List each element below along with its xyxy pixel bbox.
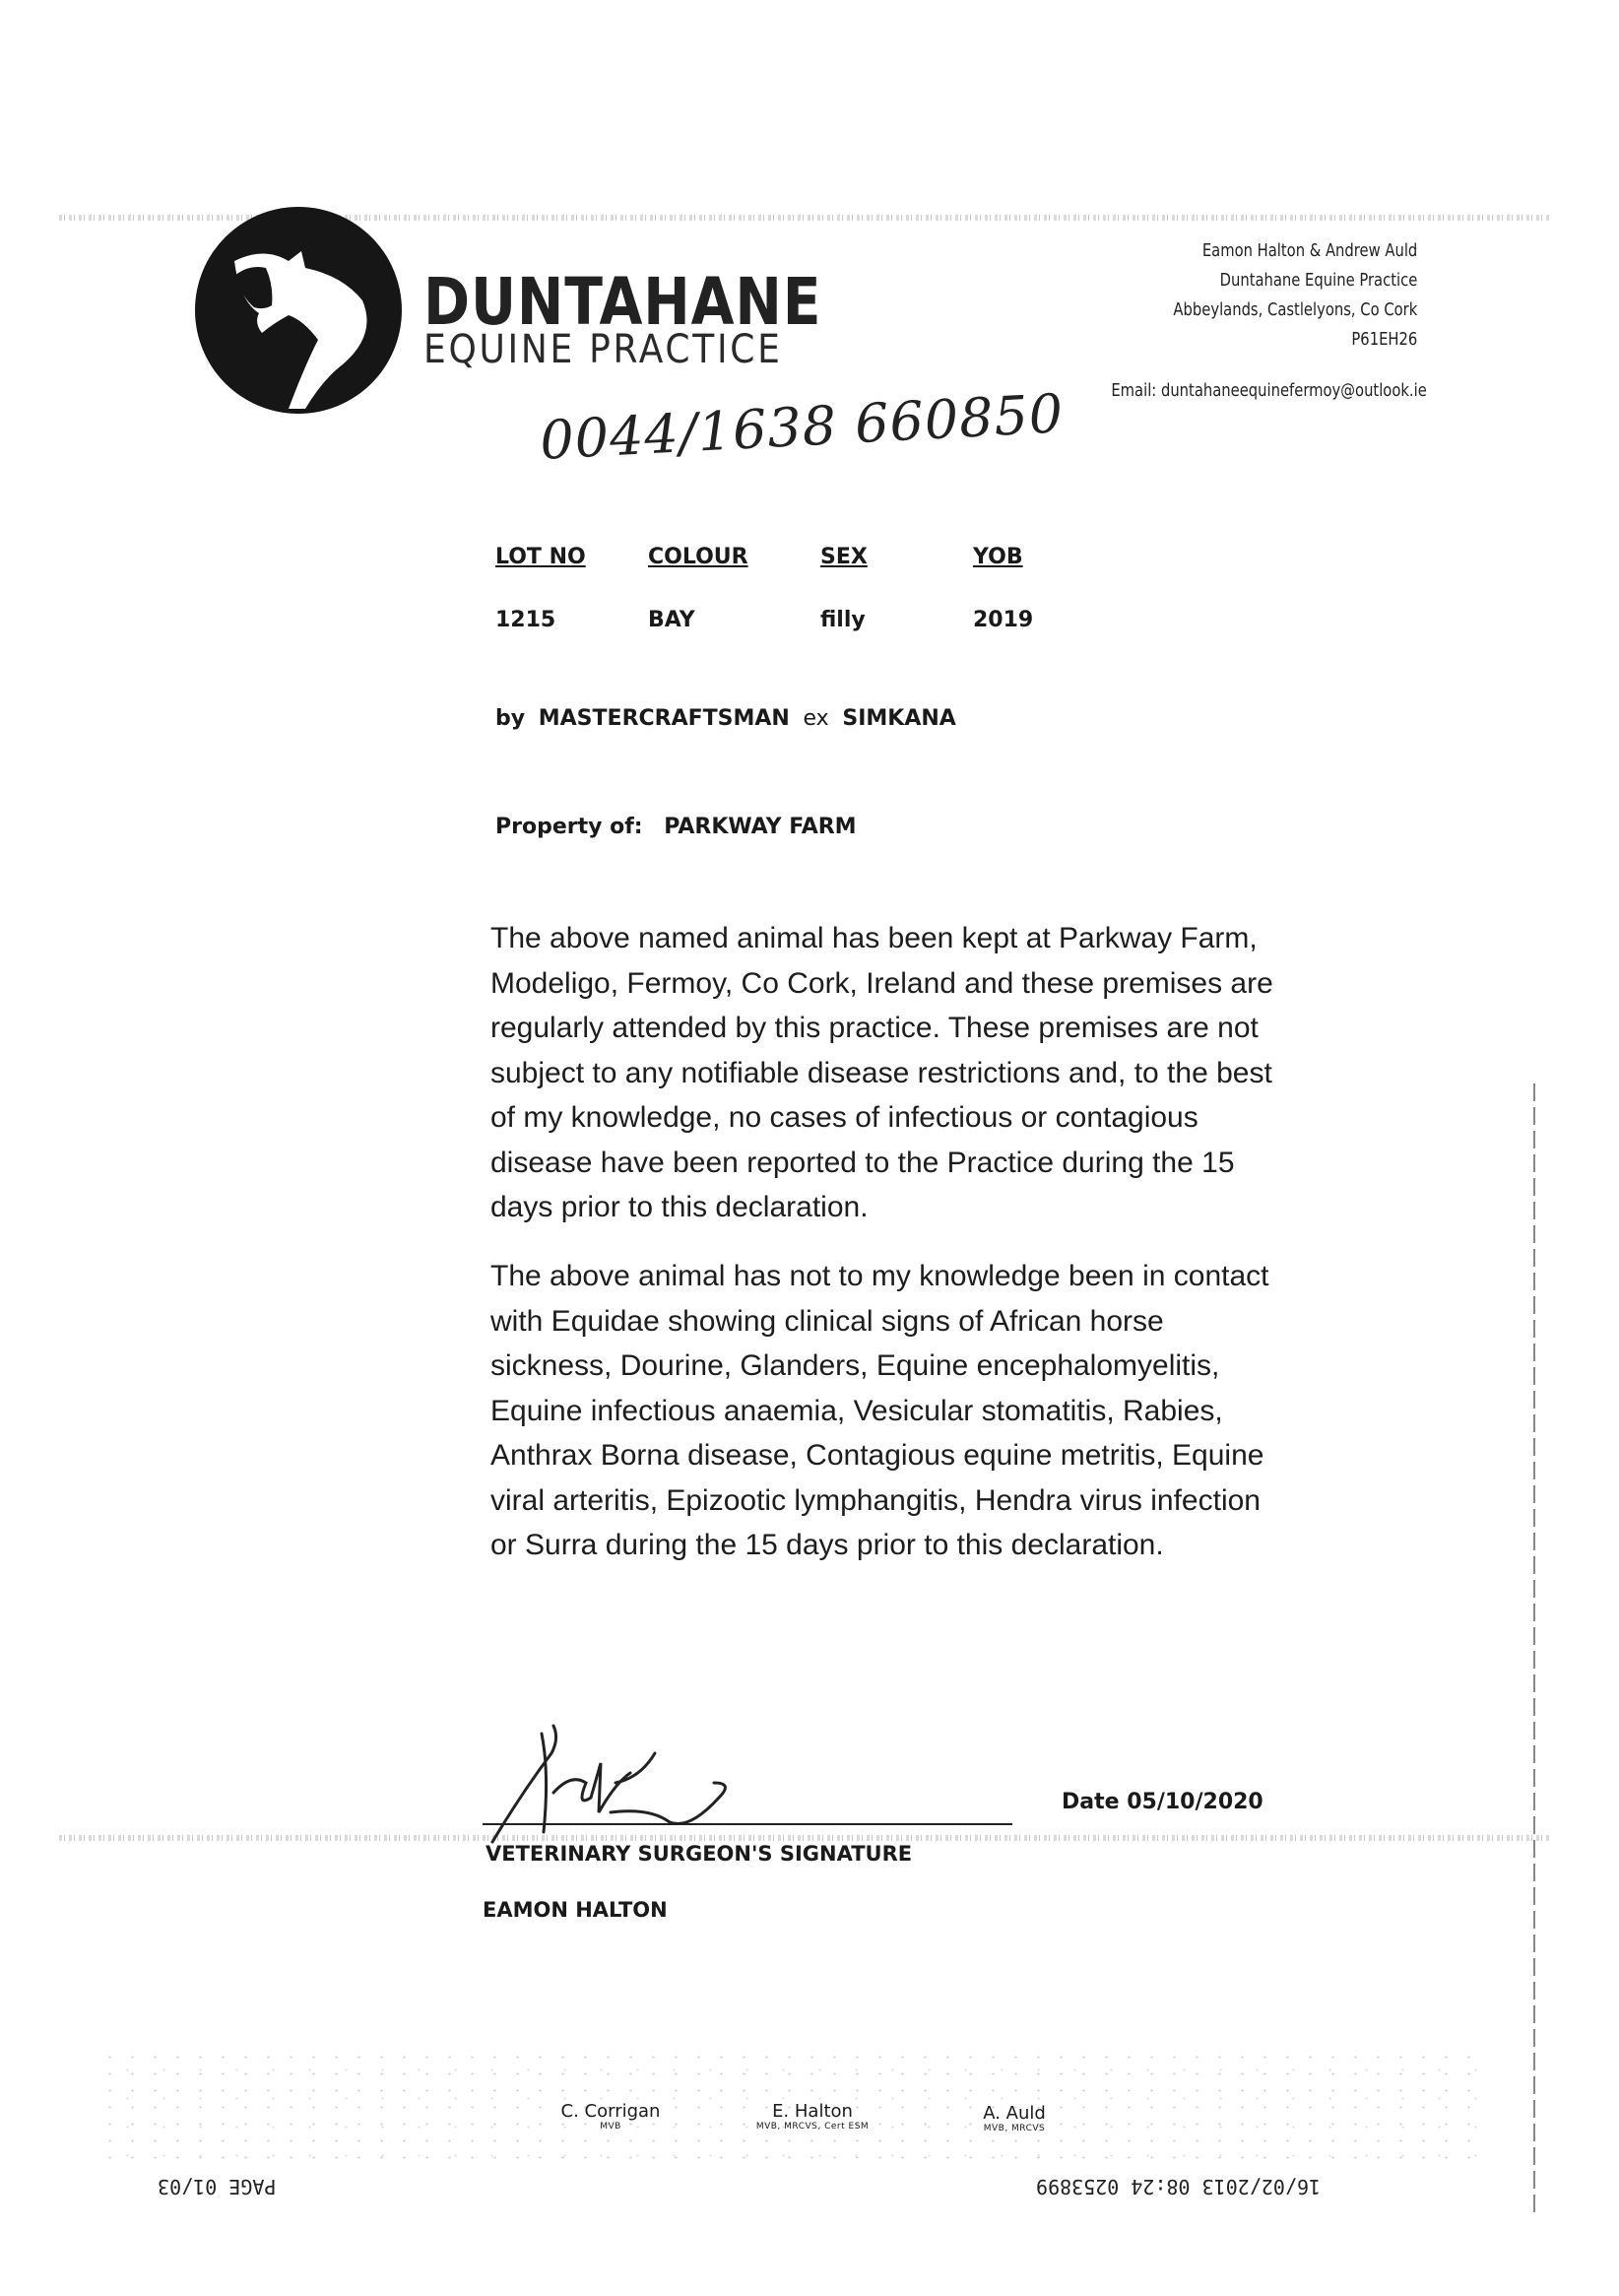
vet-name: A. Auld: [983, 2103, 1046, 2124]
address-line: Abbeylands, Castlelyons, Co Cork: [1173, 299, 1417, 320]
colour-value: BAY: [648, 608, 695, 632]
lot-no-value: 1215: [495, 608, 556, 632]
table-row: [495, 573, 1052, 632]
declaration-paragraph-1: The above named animal has been kept at Parkway Farm, Modeligo, Fermoy, Co Cork, Ireland and these premises are regularly attended by this practice. These premises are not subject to any notifiable disease restrictions and, to the best of my knowledge, no cases of infectious or contagious disease have been reported to the Practice during the 15 days prior to this declaration.: [490, 922, 1273, 1223]
signature-line: [483, 1823, 1012, 1825]
header-sex: SEX: [820, 544, 868, 569]
signer-name: EAMON HALTON: [483, 1898, 668, 1922]
practice-address: [1173, 236, 1417, 355]
sex-value: filly: [820, 608, 866, 632]
footer-vet: [532, 2101, 689, 2132]
property-owner: PARKWAY FARM: [664, 815, 857, 839]
breeding-line: [495, 706, 956, 731]
page-edge: [1533, 1083, 1535, 2216]
sire: MASTERCRAFTSMAN: [538, 706, 790, 731]
header-colour: COLOUR: [648, 544, 748, 569]
handwritten-phone: 0044/1638 660850: [538, 382, 1066, 472]
address-line: Duntahane Equine Practice: [1219, 270, 1417, 291]
signature-scribble: [483, 1714, 748, 1852]
address-line: Eamon Halton & Andrew Auld: [1201, 240, 1417, 261]
property-line: [495, 815, 857, 839]
scan-line-bottom: [59, 1835, 1550, 1841]
vet-quals: MVB, MRCVS: [983, 2124, 1046, 2133]
header-lot-no: LOT NO: [495, 544, 586, 569]
horse-logo-icon: [195, 207, 402, 414]
ex-word: ex: [803, 706, 829, 731]
vet-quals: MVB, MRCVS, Cert ESM: [755, 2122, 870, 2132]
yob-value: 2019: [973, 608, 1034, 632]
brand-name: DUNTAHANE: [423, 264, 822, 340]
brand-subtitle: EQUINE PRACTICE: [423, 327, 783, 372]
vet-name: E. Halton: [772, 2101, 853, 2122]
declaration-paragraph-2: The above animal has not to my knowledge been in contact with Equidae showing clinical signs of African horse sickness, Dourine, Glanders, Equine encephalomyelitis, Equine infectious anaemia, Vesicular stomatitis, Rabies, Anthrax Borna disease, Contagious equine metritis, Equine viral arteritis, Epizootic lymphangitis, Hendra virus infection or Surra during the 15 days prior to this declaration.: [490, 1260, 1269, 1561]
lot-table: [495, 540, 1052, 632]
footer-vet: [734, 2101, 891, 2132]
address-line: P61EH26: [1351, 329, 1417, 350]
footer-vet: [945, 2103, 1083, 2133]
lot-table-header: [495, 540, 1052, 573]
vet-name: C. Corrigan: [560, 2101, 661, 2122]
fax-date-stamp: 16/02/2013 08:24 0253899: [1036, 2175, 1321, 2198]
practice-email: Email: duntahaneequinefermoy@outlook.ie: [1111, 380, 1427, 401]
property-label: Property of:: [495, 815, 643, 839]
signature-label: VETERINARY SURGEON'S SIGNATURE: [486, 1842, 913, 1866]
vet-quals: MVB: [600, 2122, 621, 2132]
dam: SIMKANA: [842, 706, 956, 731]
fax-page-stamp: PAGE 01/03: [158, 2175, 277, 2198]
by-word: by: [495, 706, 526, 731]
declaration-date: Date 05/10/2020: [1062, 1790, 1263, 1814]
header-yob: YOB: [973, 544, 1023, 569]
